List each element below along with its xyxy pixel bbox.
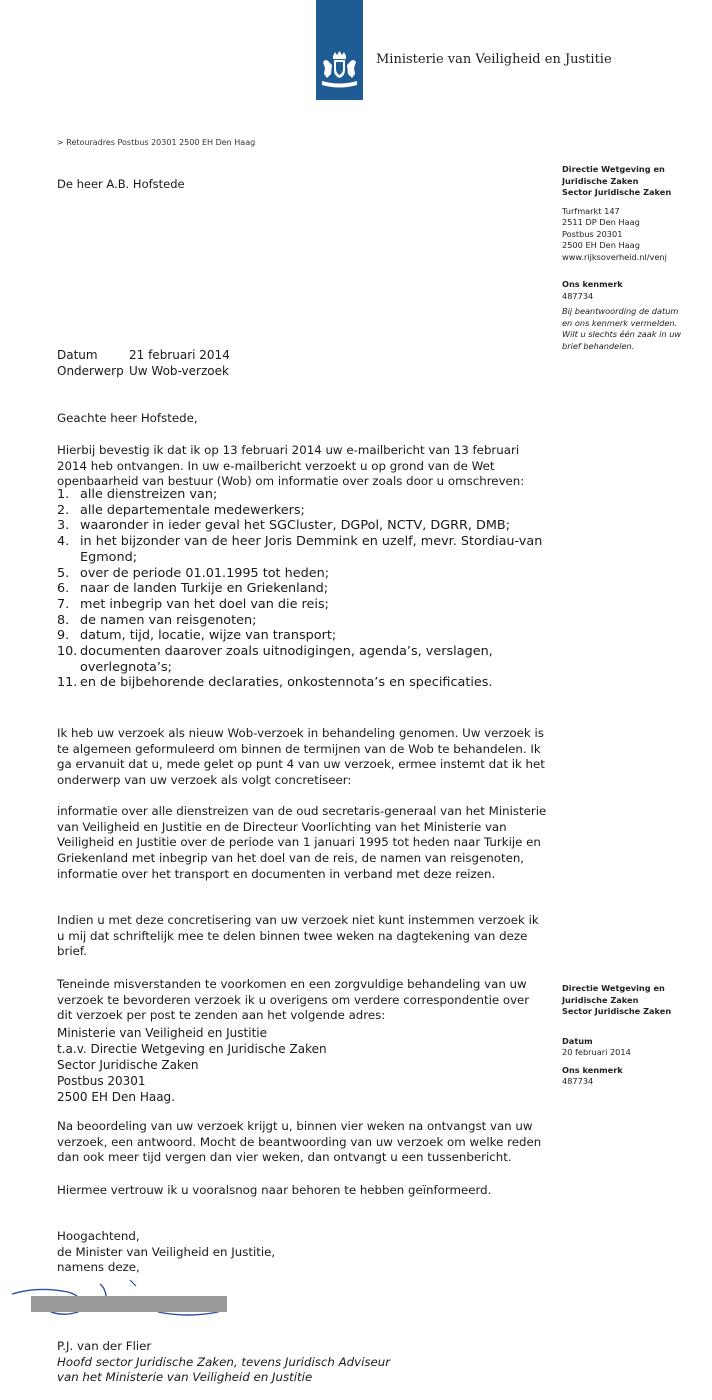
sidebar-dept-line: Sector Juridische Zaken <box>562 187 672 197</box>
address-line: Ministerie van Veiligheid en Justitie <box>57 1026 267 1040</box>
subject-label: Onderwerp <box>57 364 124 378</box>
return-address: > Retouradres Postbus 20301 2500 EH Den Haag <box>57 138 256 147</box>
paragraph-4: Indien u met deze concretisering van uw verzoek niet kunt instemmen verzoek ik u mij dat schriftelijk mee te delen binnen twee weken na dagtekening van deze brief. <box>57 913 539 959</box>
signer-name: P.J. van der Flier <box>57 1339 152 1353</box>
sidebar-date-value: 20 februari 2014 <box>562 1047 631 1057</box>
address-line: Sector Juridische Zaken <box>57 1058 199 1072</box>
paragraph-7: Hiermee vertrouw ik u vooralsnog naar behoren te hebben geïnformeerd. <box>57 1183 492 1197</box>
paragraph-2: Ik heb uw verzoek als nieuw Wob-verzoek in behandeling genomen. Uw verzoek is te algemeen geformuleerd om binnen de termijnen van de Wob te behandelen. Ik ga ervanuit dat u, mede gelet op punt 4 van uw verzoek, ermee instemt dat ik het onderwerp van uw verzoek als volgt concretiseer: <box>57 726 545 788</box>
sidebar-dept-line: Directie Wetgeving en <box>562 983 665 993</box>
closing <box>57 1229 275 1276</box>
list-item: 2. alle departementale medewerkers; <box>57 502 305 518</box>
list-item: 7. met inbegrip van het doel van die reis; <box>57 596 329 612</box>
signer-block <box>57 1339 390 1386</box>
list-item: 3. waaronder in ieder geval het SGCluster, DGPol, NCTV, DGRR, DMB; <box>57 518 511 534</box>
address-line: Postbus 20301 <box>57 1074 146 1088</box>
sidebar-dept-line: Directie Wetgeving en <box>562 164 665 174</box>
sidebar-dept-line: Sector Juridische Zaken <box>562 1006 672 1016</box>
paragraph-3: informatie over alle dienstreizen van de oud secretaris-generaal van het Ministerie van Veiligheid en Justitie en de Directeur Voorlichting van het Ministerie van Veiligheid en Justitie over de periode van 1 januari 1995 tot heden naar Turkije en Griekenland met inbegrip van het doel van de reis, de namen van reisgenoten, informatie over het transport en documenten in verband met deze reizen. <box>57 804 547 881</box>
date-value: 21 februari 2014 <box>129 348 230 362</box>
salutation: Geachte heer Hofstede, <box>57 411 198 425</box>
ministry-name: Ministerie van Veiligheid en Justitie <box>376 52 612 67</box>
sidebar-bottom <box>562 983 712 1088</box>
kenmerk-value: 487734 <box>562 1076 594 1086</box>
paragraph-1: Hierbij bevestig ik dat ik op 13 februari 2014 uw e-mailbericht van 13 februari 2014 heb ontvangen. In uw e-mailbericht verzoekt u op grond van de Wet openbaarheid van bestuur (Wob) om informatie over zoals door u omschreven: <box>57 443 525 489</box>
list-item: 6. naar de landen Turkije en Griekenland; <box>57 581 329 597</box>
list-item: 5. over de periode 01.01.1995 tot heden; <box>57 565 330 581</box>
list-item: 4. in het bijzonder van de heer Joris Demmink en uzelf, mevr. Stordiau-van Egmond; <box>57 534 543 565</box>
closing-line: de Minister van Veiligheid en Justitie, <box>57 1244 276 1259</box>
kenmerk-label: Ons kenmerk <box>562 1064 623 1075</box>
list-item: 1. alle dienstreizen van; <box>57 487 218 502</box>
subject-row <box>57 364 229 378</box>
kenmerk-label: Ons kenmerk <box>562 279 623 289</box>
address-line: t.a.v. Directie Wetgeving en Juridische Zaken <box>57 1042 327 1056</box>
address-line: 2500 EH Den Haag. <box>57 1090 175 1104</box>
sidebar-address-line: 2500 EH Den Haag <box>562 240 640 250</box>
closing-line: namens deze, <box>57 1260 140 1275</box>
paragraph-5: Teneinde misverstanden te voorkomen en een zorgvuldige behandeling van uw verzoek te bevorderen verzoek ik u overigens om verdere correspondentie over dit verzoek per post te zenden aan het volgende adres: <box>57 977 530 1023</box>
sidebar-address-line: 2511 DP Den Haag <box>562 217 640 227</box>
sidebar-note-line: Bij beantwoording de datum <box>562 306 679 316</box>
request-list <box>57 487 547 691</box>
kenmerk-value: 487734 <box>562 290 594 301</box>
sidebar-top <box>562 164 712 352</box>
sidebar-dept-line: Juridische Zaken <box>562 994 639 1005</box>
sidebar-note-line: en ons kenmerk vermelden. <box>562 317 678 328</box>
closing-line: Hoogachtend, <box>57 1229 140 1243</box>
sidebar-address-line: Postbus 20301 <box>562 228 623 239</box>
list-item: 10. documenten daarover zoals uitnodigingen, agenda’s, verslagen, overlegnota’s; <box>57 644 493 675</box>
sidebar-date-label: Datum <box>562 1035 593 1046</box>
logo-bar <box>316 0 363 100</box>
sidebar-note-line: Wilt u slechts één zaak in uw <box>562 329 682 339</box>
list-item: 11. en de bijbehorende declaraties, onkostennota’s en specificaties. <box>57 675 493 691</box>
date-label: Datum <box>57 348 98 362</box>
addressee: De heer A.B. Hofstede <box>57 177 185 191</box>
date-row <box>57 348 230 362</box>
list-item: 9. datum, tijd, locatie, wijze van transport; <box>57 628 337 644</box>
subject-value: Uw Wob-verzoek <box>129 364 229 378</box>
sidebar-note-line: brief behandelen. <box>562 340 635 351</box>
sidebar-website: www.rijksoverheid.nl/venj <box>562 251 667 262</box>
paragraph-6: Na beoordeling van uw verzoek krijgt u, binnen vier weken na ontvangst van uw verzoek, een antwoord. Mocht de beantwoording van uw verzoek om welke reden dan ook meer tijd vergen dan vier weken, dan ontvangt u een tussenbericht. <box>57 1119 542 1165</box>
sidebar-dept-line: Juridische Zaken <box>562 175 639 186</box>
list-item: 8. de namen van reisgenoten; <box>57 612 257 628</box>
coat-of-arms-icon <box>319 50 360 90</box>
signer-title: Hoofd sector Juridische Zaken, tevens Juridisch Adviseur <box>57 1354 391 1369</box>
sidebar-address-line: Turfmarkt 147 <box>562 205 620 216</box>
signer-title: van het Ministerie van Veiligheid en Justitie <box>57 1370 313 1385</box>
redaction-bar <box>31 1296 227 1312</box>
correspondence-address <box>57 1025 327 1105</box>
